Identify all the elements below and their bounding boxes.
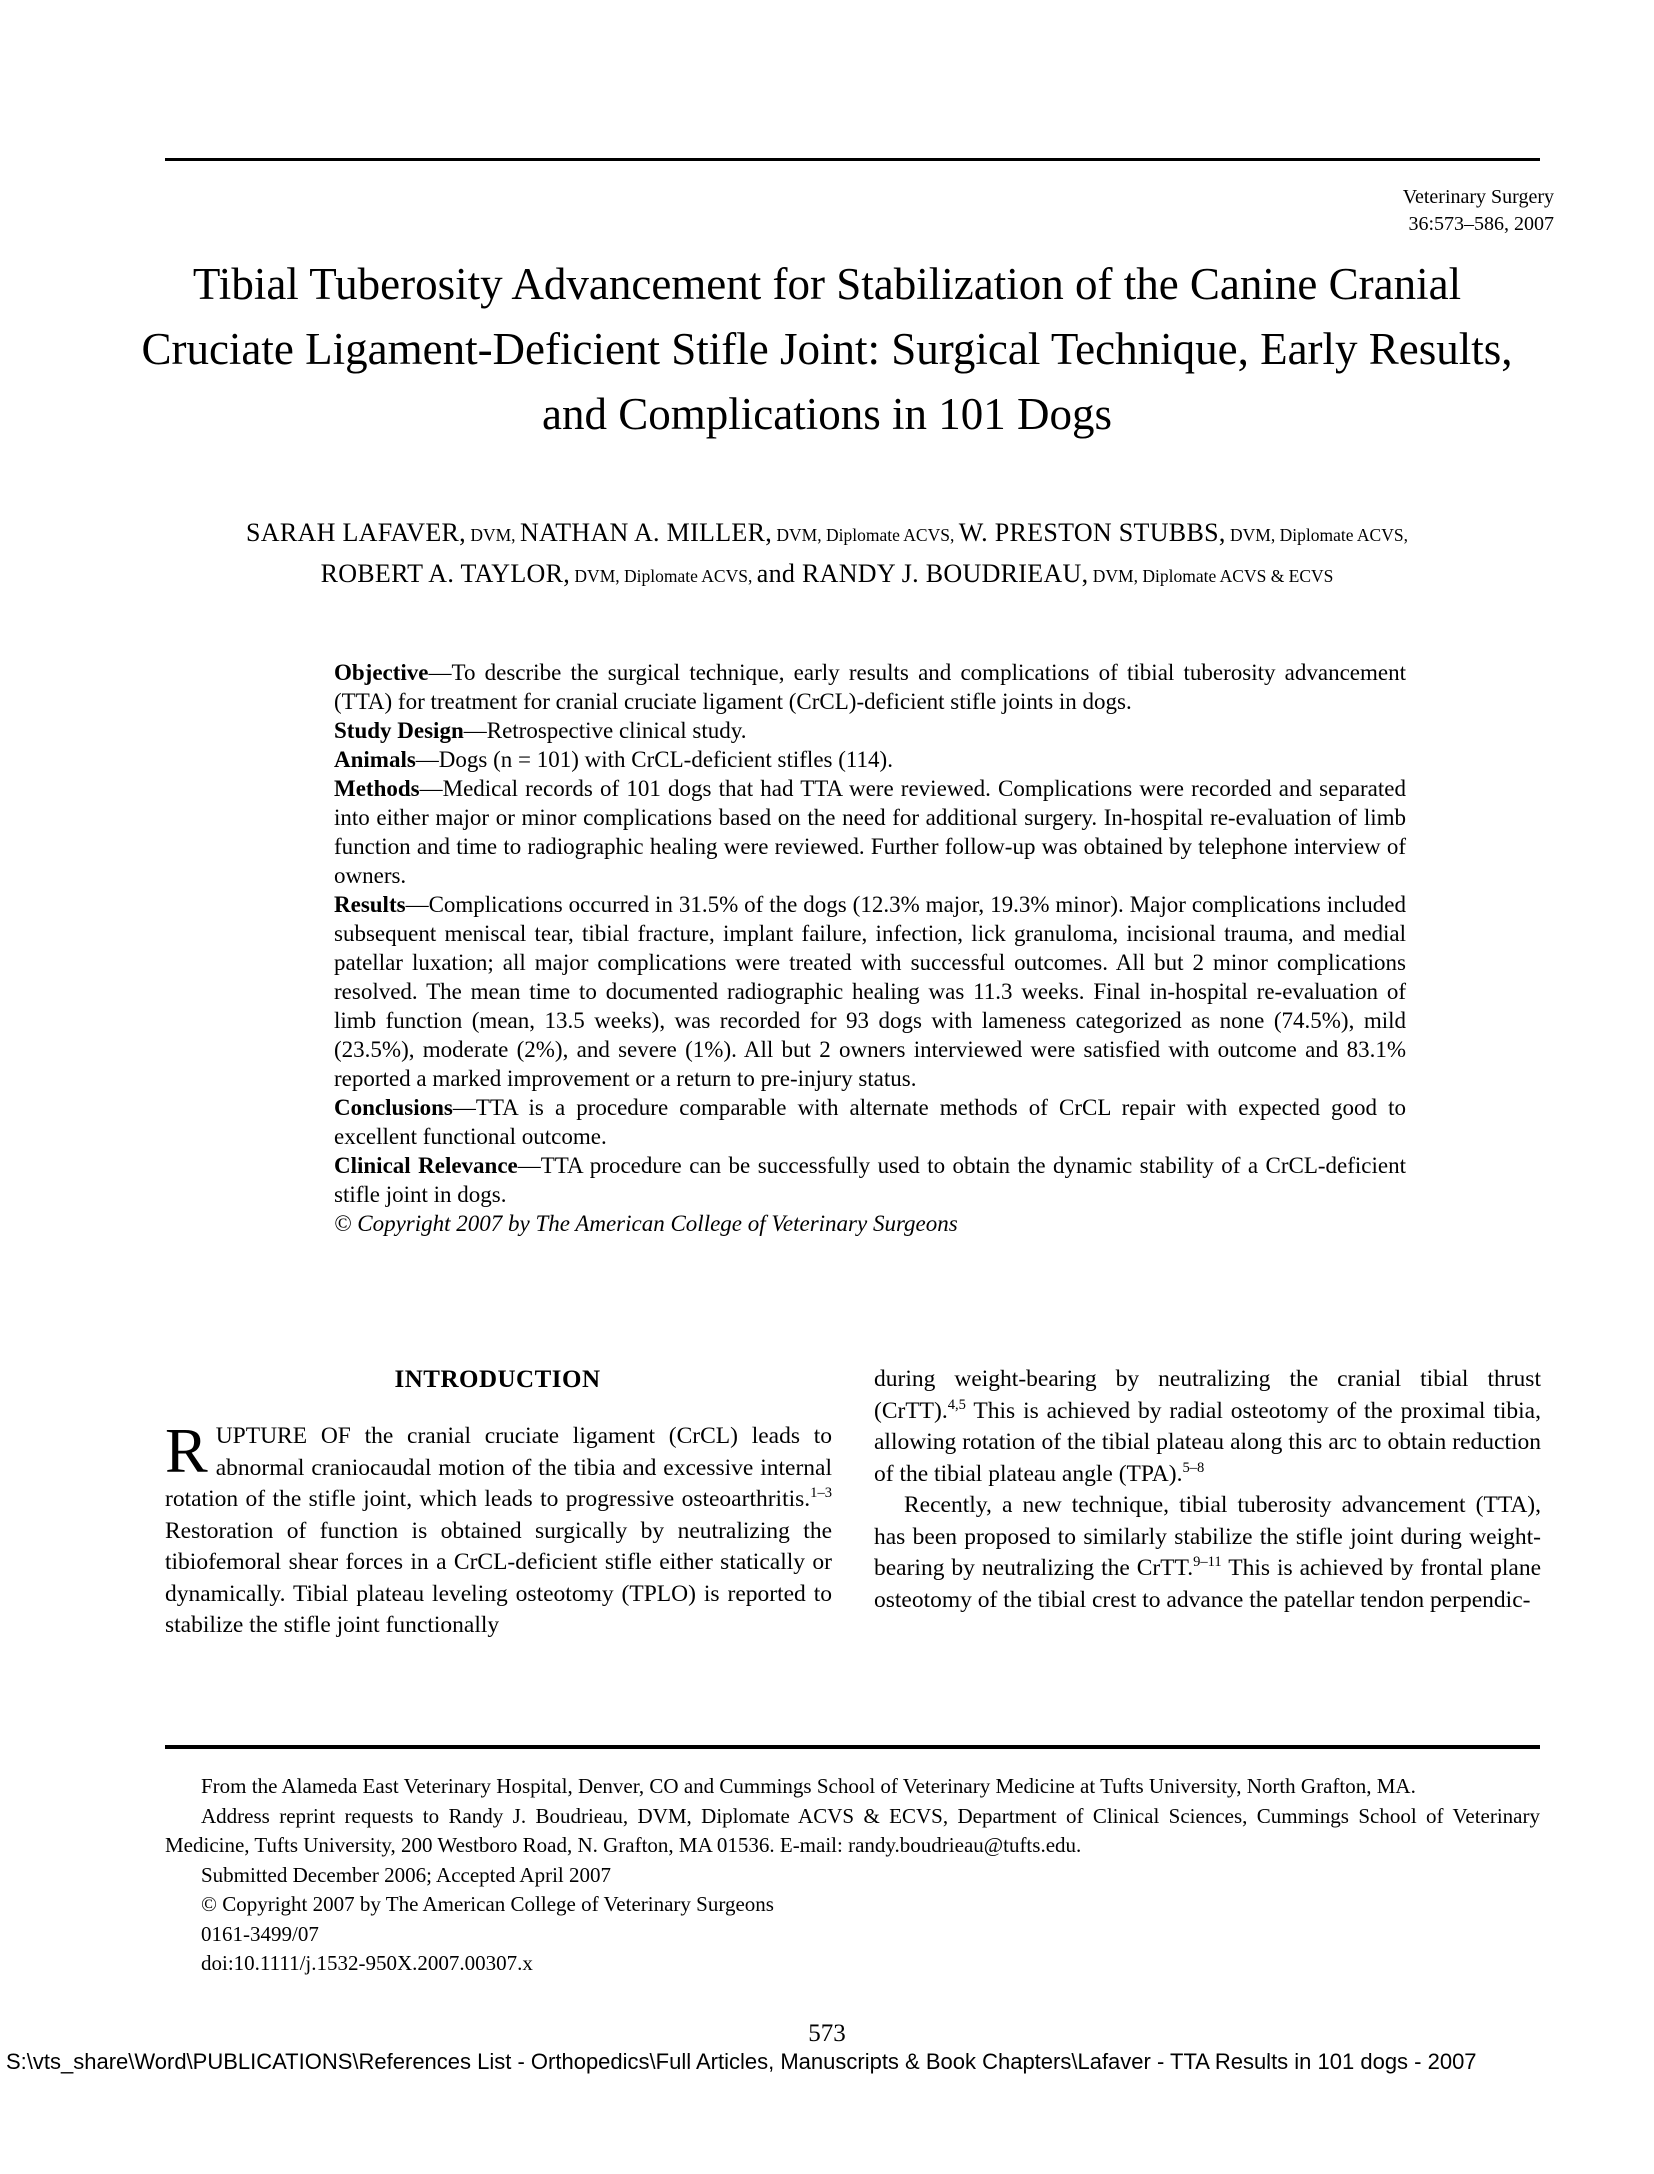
intro-paragraph-2 bbox=[874, 1364, 1541, 1490]
author-credentials: DVM, Diplomate ACVS, bbox=[570, 566, 757, 586]
footnote-affiliation: From the Alameda East Veterinary Hospital, Denver, CO and Cummings School of Veterinary Medicine at Tufts University, North Grafton, MA. bbox=[201, 1774, 1416, 1798]
author-name: W. PRESTON STUBBS, bbox=[958, 518, 1226, 547]
footnote-issn: 0161-3499/07 bbox=[201, 1921, 319, 1946]
abstract-text: —Retrospective clinical study. bbox=[463, 718, 747, 743]
body-text: UPTURE OF the cranial cruciate ligament (CrCL) leads to abnormal craniocaudal motion of the tibia and excessive internal rotation of the stifle joint, which leads to progressive osteoarthritis. bbox=[165, 1423, 832, 1512]
abstract-label: Clinical Relevance bbox=[334, 1153, 518, 1178]
journal-name: Veterinary Surgery bbox=[1402, 186, 1554, 208]
reference-superscript: 9–11 bbox=[1193, 1554, 1222, 1571]
header-rule bbox=[165, 158, 1540, 161]
abstract-methods bbox=[334, 774, 1406, 890]
abstract-text: —TTA procedure can be successfully used to obtain the dynamic stability of a CrCL-deficient stifle joint in dogs. bbox=[334, 1153, 1406, 1207]
abstract-text: —Medical records of 101 dogs that had TTA were reviewed. Complications were recorded and separated into either major or minor complications based on the need for additional surgery. In-hospital re-evaluation of limb function and time to radiographic healing were reviewed. Further follow-up was obtained by telephone interview of owners. bbox=[334, 776, 1406, 888]
intro-paragraph-3 bbox=[874, 1490, 1541, 1616]
body-text: Restoration of function is obtained surgically by neutralizing the tibiofemoral shear forces in a CrCL-deficient stifle either statically or dynamically. Tibial plateau leveling osteotomy (TPLO) is reported to stabilize the stifle joint functionally bbox=[165, 1517, 832, 1638]
authors-block bbox=[107, 514, 1547, 596]
abstract-objective bbox=[334, 658, 1406, 716]
body-column-right bbox=[874, 1364, 1541, 1616]
journal-citation: 36:573–586, 2007 bbox=[1408, 213, 1554, 235]
author-credentials: DVM, bbox=[465, 525, 520, 545]
abstract-text: —Dogs (n = 101) with CrCL-deficient stifles (114). bbox=[415, 747, 893, 772]
abstract-text: —To describe the surgical technique, early results and complications of tibial tuberosity advancement (TTA) for treatment for cranial cruciate ligament (CrCL)-deficient stifle joints in dogs. bbox=[334, 660, 1406, 714]
author-name: RANDY J. BOUDRIEAU, bbox=[801, 559, 1089, 588]
footnote-submitted: Submitted December 2006; Accepted April 2007 bbox=[201, 1862, 611, 1887]
body-text: This is achieved by radial osteotomy of the proximal tibia, allowing rotation of the tibial plateau along this arc to obtain reduction of the tibial plateau angle (TPA). bbox=[874, 1397, 1541, 1487]
body-text: Recently, a new technique, tibial tuberosity advancement (TTA), has been proposed to similarly stabilize the stifle joint during weight-bearing by neutralizing the CrTT. bbox=[874, 1492, 1541, 1581]
body-text: This is achieved by frontal plane osteotomy of the tibial crest to advance the patellar tendon perpendic- bbox=[874, 1555, 1542, 1613]
author-name: ROBERT A. TAYLOR, bbox=[320, 559, 571, 588]
abstract-text: —TTA is a procedure comparable with alternate methods of CrCL repair with expected good to excellent functional outcome. bbox=[334, 1095, 1406, 1149]
author-name: NATHAN A. MILLER, bbox=[519, 518, 773, 547]
body-text: during weight-bearing by neutralizing the cranial tibial thrust (CrTT). bbox=[874, 1366, 1541, 1424]
drop-cap: R bbox=[165, 1415, 208, 1486]
abstract-text: —Complications occurred in 31.5% of the dogs (12.3% major, 19.3% minor). Major complications included subsequent meniscal tear, tibial fracture, implant failure, infection, lick granuloma, incisional trauma, and medial patellar luxation; all major complications were treated with successful outcomes. All but 2 minor complications resolved. The mean time to documented radiographic healing was 11.3 weeks. Final in-hospital re-evaluation of limb function (mean, 13.5 weeks), was recorded for 93 dogs with lameness categorized as none (74.5%), mild (23.5%), moderate (2%), and severe (1%). All but 2 owners interviewed were satisfied with outcome and 83.1% reported a marked improvement or a return to pre-injury status. bbox=[334, 892, 1406, 1091]
abstract-clinical-relevance bbox=[334, 1151, 1406, 1209]
footnotes-block bbox=[165, 1772, 1540, 1979]
footnote-copyright: © Copyright 2007 by The American College of Veterinary Surgeons bbox=[201, 1892, 774, 1916]
author-credentials: DVM, Diplomate ACVS, bbox=[1225, 525, 1408, 545]
abstract-copyright: © Copyright 2007 by The American College of Veterinary Surgeons bbox=[334, 1211, 958, 1236]
abstract bbox=[334, 658, 1406, 1238]
author-credentials: DVM, Diplomate ACVS, bbox=[772, 525, 959, 545]
abstract-animals bbox=[334, 745, 1406, 774]
reference-superscript: 1–3 bbox=[810, 1485, 832, 1502]
abstract-label: Objective bbox=[334, 660, 429, 685]
author-credentials: DVM, Diplomate ACVS & ECVS bbox=[1088, 566, 1334, 586]
footnote-rule bbox=[165, 1745, 1540, 1749]
abstract-label: Conclusions bbox=[334, 1095, 453, 1120]
page-number: 573 bbox=[808, 2020, 846, 2047]
section-heading-introduction: INTRODUCTION bbox=[394, 1366, 601, 1393]
abstract-results bbox=[334, 890, 1406, 1093]
journal-reference bbox=[1403, 184, 1554, 238]
abstract-label: Animals bbox=[334, 747, 416, 772]
abstract-study-design bbox=[334, 716, 1406, 745]
authors-conjunction: and bbox=[756, 559, 802, 588]
abstract-label: Results bbox=[334, 892, 406, 917]
abstract-label: Study Design bbox=[334, 718, 464, 743]
body-column-left bbox=[165, 1415, 832, 1642]
paper-title: Tibial Tuberosity Advancement for Stabilization of the Canine Cranial Cruciate Ligament-Deficient Stifle Joint: Surgical Technique, Early Results, and Complications in 101 Dogs bbox=[141, 259, 1513, 439]
author-name: SARAH LAFAVER, bbox=[246, 518, 466, 547]
intro-paragraph-1 bbox=[165, 1415, 832, 1642]
reference-superscript: 4,5 bbox=[947, 1396, 966, 1413]
reference-superscript: 5–8 bbox=[1182, 1459, 1205, 1476]
authors-line-2 bbox=[107, 555, 1547, 596]
footnote-reprint-address: Address reprint requests to Randy J. Boudrieau, DVM, Diplomate ACVS & ECVS, Department of Clinical Sciences, Cummings School of Veterinary Medicine, Tufts University, 200 Westboro Road, N. Grafton, MA 01536. E-mail: randy.boudrieau@tufts.edu. bbox=[165, 1803, 1540, 1857]
abstract-label: Methods bbox=[334, 776, 420, 801]
authors-line-1 bbox=[107, 514, 1547, 555]
abstract-conclusions bbox=[334, 1093, 1406, 1151]
file-path-text: S:\vts_share\Word\PUBLICATIONS\References List - Orthopedics\Full Articles, Manuscripts & Book Chapters\Lafaver - TTA Results in 101 dogs - 2007 bbox=[6, 2049, 1477, 2074]
footnote-doi: doi:10.1111/j.1532-950X.2007.00307.x bbox=[201, 1951, 533, 1975]
